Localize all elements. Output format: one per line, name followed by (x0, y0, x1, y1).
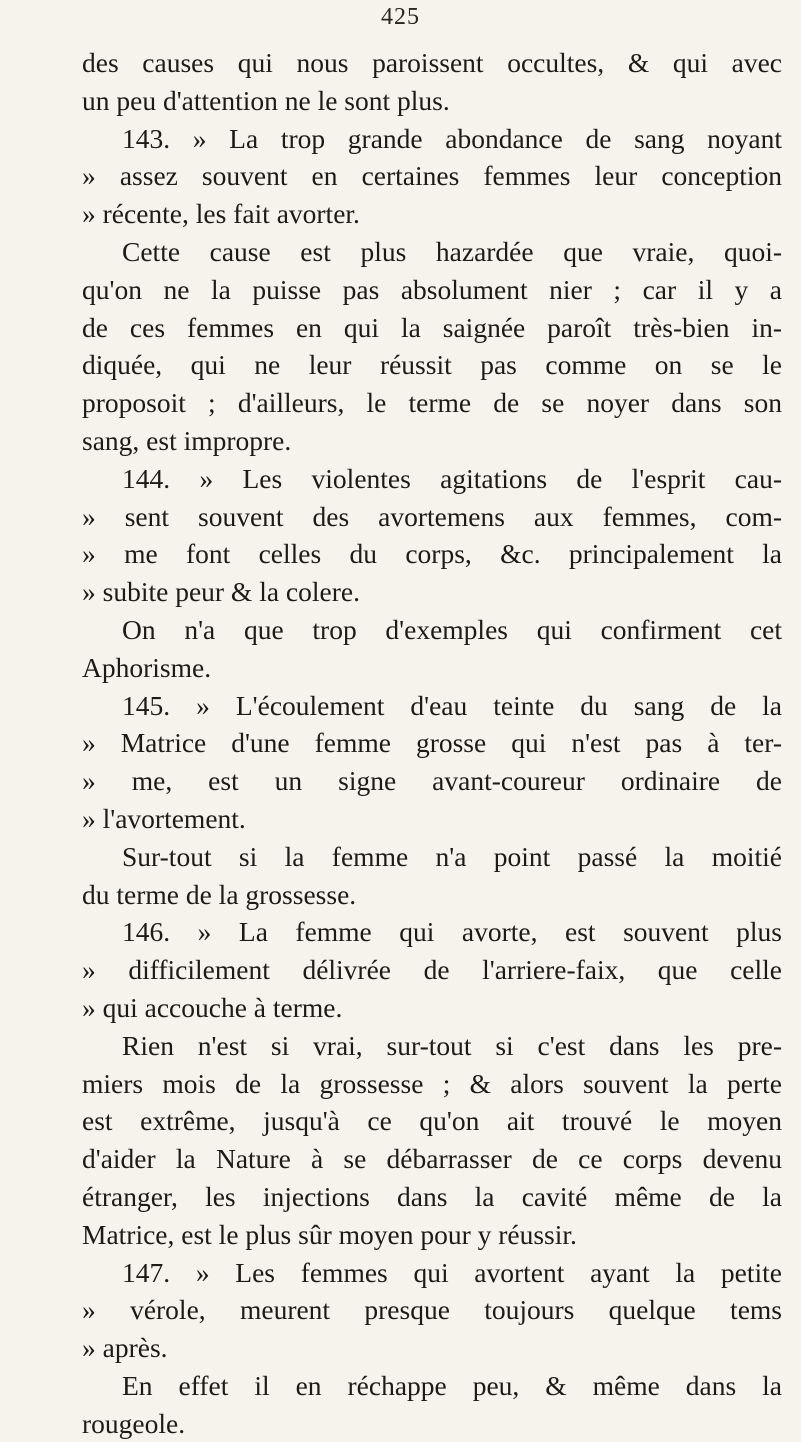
text-line: » me font celles du corps, &c. principalement la (82, 538, 782, 570)
text-line: 147. » Les femmes qui avortent ayant la petite (122, 1256, 782, 1288)
text-line: » difficilement délivrée de l'arriere-faix, que celle (82, 954, 782, 986)
text-line: 146. » La femme qui avorte, est souvent plus (122, 916, 782, 948)
text-line: Sur-tout si la femme n'a point passé la moitié (122, 840, 782, 872)
text-line: » l'avortement. (82, 802, 246, 834)
text-line: On n'a que trop d'exemples qui confirment cet (122, 613, 782, 645)
text-line: » assez souvent en certaines femmes leur conception (82, 160, 782, 192)
text-line: Matrice, est le plus sûr moyen pour y réussir. (82, 1218, 577, 1250)
text-line: du terme de la grossesse. (82, 878, 357, 910)
text-line: miers mois de la grossesse ; & alors souvent la perte (82, 1067, 782, 1099)
text-line: » sent souvent des avortemens aux femmes, com- (82, 500, 782, 532)
text-line: » qui accouche à terme. (82, 991, 343, 1023)
text-line: de ces femmes en qui la saignée paroît très-bien in- (82, 311, 782, 343)
text-line: qu'on ne la puisse pas absolument nier ; car il y a (82, 273, 782, 305)
text-line: est extrême, jusqu'à ce qu'on ait trouvé le moyen (82, 1105, 782, 1137)
text-line: d'aider la Nature à se débarrasser de ce corps devenu (82, 1143, 782, 1175)
text-line: » subite peur & la colere. (82, 576, 360, 608)
text-line: » Matrice d'une femme grosse qui n'est pas à ter- (82, 727, 782, 759)
text-line: » après. (82, 1332, 168, 1364)
text-line: des causes qui nous paroissent occultes, & qui avec (82, 47, 782, 78)
text-line: Rien n'est si vrai, sur-tout si c'est dans les pre- (122, 1029, 782, 1061)
text-line: proposoit ; d'ailleurs, le terme de se noyer dans son (82, 387, 782, 419)
text-line: » vérole, meurent presque toujours quelque tems (82, 1294, 782, 1326)
body-text (82, 44, 782, 1442)
text-line: En effet il en réchappe peu, & même dans la (122, 1369, 782, 1401)
text-line: » me, est un signe avant-coureur ordinaire de (82, 765, 782, 797)
text-line: sang, est impropre. (82, 424, 292, 456)
text-line: un peu d'attention ne le sont plus. (82, 84, 450, 116)
text-line: diquée, qui ne leur réussit pas comme on se le (82, 349, 782, 381)
text-line: étranger, les injections dans la cavité même de la (82, 1180, 782, 1212)
text-line: 143. » La trop grande abondance de sang noyant (122, 122, 782, 154)
text-line: 145. » L'écoulement d'eau teinte du sang de la (122, 689, 782, 721)
text-line: 144. » Les violentes agitations de l'esprit cau- (122, 462, 782, 494)
text-line: » récente, les fait avorter. (82, 198, 360, 230)
text-line: rougeole. (82, 1407, 186, 1439)
text-line: Aphorisme. (82, 651, 212, 683)
text-line: Cette cause est plus hazardée que vraie, quoi- (122, 235, 782, 267)
page-number: 425 (381, 4, 420, 30)
